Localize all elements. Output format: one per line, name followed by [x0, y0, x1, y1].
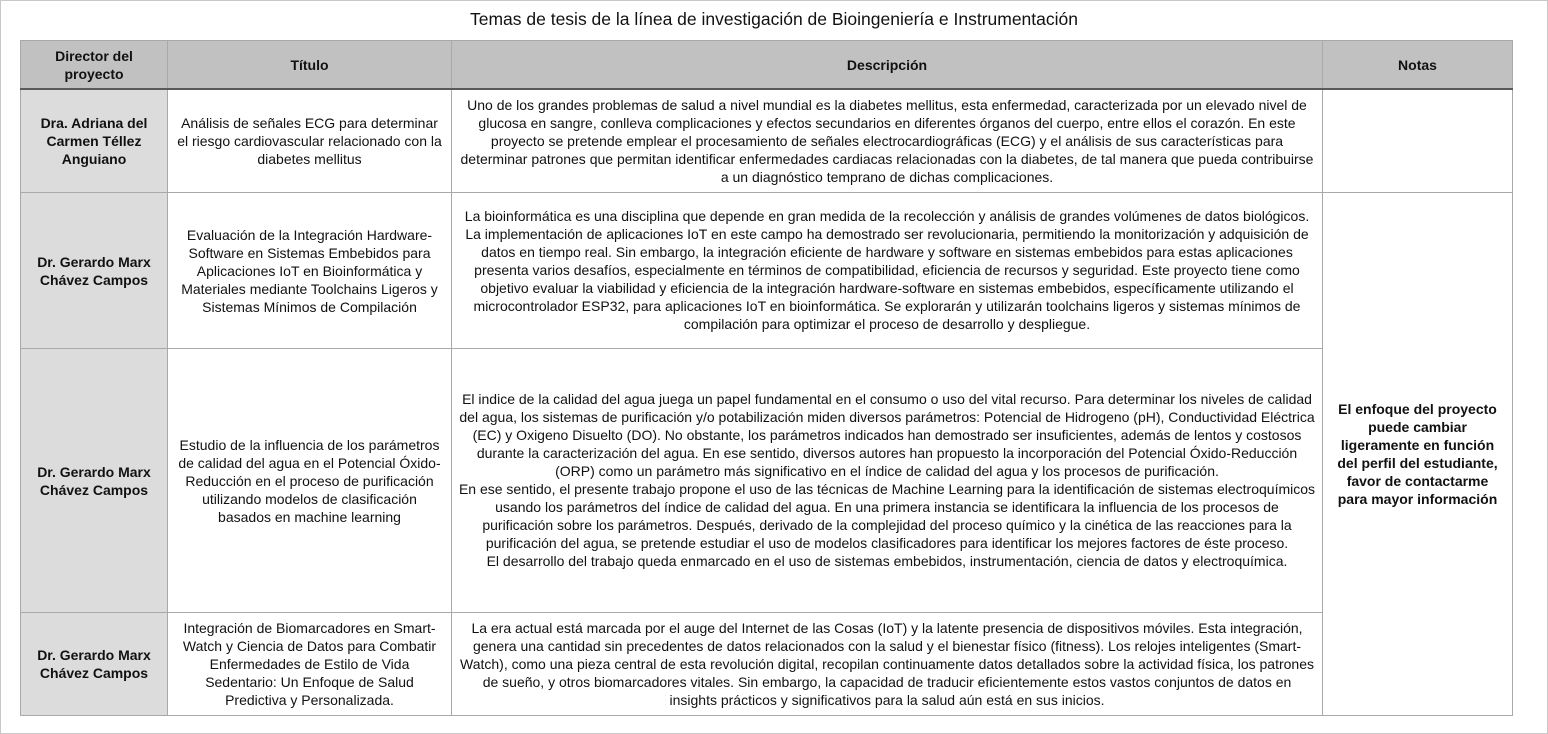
- header-director: Director del proyecto: [21, 41, 168, 90]
- header-notas: Notas: [1323, 41, 1513, 90]
- director-cell: Dr. Gerardo Marx Chávez Campos: [21, 193, 168, 349]
- notes-cell-merged: El enfoque del proyecto puede cambiar ligeramente en función del perfil del estudiante, favor de contactarme para mayor información: [1323, 193, 1513, 716]
- title-cell: Evaluación de la Integración Hardware-Software en Sistemas Embebidos para Aplicaciones IoT en Bioinformática y Materiales mediante Toolchains Ligeros y Sistemas Mínimos de Compilación: [168, 193, 452, 349]
- description-paragraph: La era actual está marcada por el auge del Internet de las Cosas (IoT) y la latente presencia de dispositivos móviles. Esta integración, genera una cantidad sin precedentes de datos relacionados con la salud y el bienestar físico (fitness). Los relojes inteligentes (Smart-Watch), como una pieza central de esta revolución digital, recopilan continuamente datos detallados sobre la actividad física, los patrones de sueño, y otros biomarcadores vitales. Sin embargo, la capacidad de traducir eficientemente estos vastos conjuntos de datos en insights prácticos y significativos para la salud aún está en sus inicios.: [460, 619, 1314, 708]
- header-descripcion: Descripción: [452, 41, 1323, 90]
- description-cell: [452, 349, 1323, 613]
- description-paragraph: La bioinformática es una disciplina que depende en gran medida de la recolección y análisis de grandes volúmenes de datos biológicos. La implementación de aplicaciones IoT en este campo ha demostrado ser revolucionaria, permitiendo la monitorización y adquisición de datos en tiempo real. Sin embargo, la integración eficiente de hardware y software en sistemas embebidos para estas aplicaciones presenta varios desafíos, especialmente en términos de compatibilidad, eficiencia de recursos y seguridad. Este proyecto tiene como objetivo evaluar la viabilidad y eficiencia de la integración hardware-software en sistemas embebidos, específicamente utilizando el microcontrolador ESP32, para aplicaciones IoT en bioinformática. Se explorarán y utilizarán toolchains ligeros y sistemas mínimos de compilación para optimizar el proceso de desarrollo y despliegue.: [464, 208, 1310, 332]
- director-cell: Dr. Gerardo Marx Chávez Campos: [21, 613, 168, 716]
- description-paragraph: En ese sentido, el presente trabajo propone el uso de las técnicas de Machine Learning para la identificación de sistemas electroquímicos usando los parámetros del índice de calidad del agua. En una primera instancia se identificara la influencia de los procesos de purificación sobre los parámetros. Después, derivado de la complejidad del proceso químico y la cinética de las reacciones para la purificación del agua, se pretende estudiar el uso de modelos clasificadores para identificar los mejores factores de éste proceso.: [458, 481, 1316, 551]
- description-cell: [452, 613, 1323, 716]
- description-cell: [452, 89, 1323, 193]
- header-titulo: Título: [168, 41, 452, 90]
- table-header-row: [21, 41, 1513, 90]
- document-title: Temas de tesis de la línea de investigación de Bioingeniería e Instrumentación: [469, 9, 1078, 29]
- title-cell: Estudio de la influencia de los parámetros de calidad del agua en el Potencial Óxido-Reducción en el proceso de purificación utilizando modelos de clasificación basados en machine learning: [168, 349, 452, 613]
- director-cell: Dra. Adriana del Carmen Téllez Anguiano: [21, 89, 168, 193]
- description-paragraph: El desarrollo del trabajo queda enmarcado en el uso de sistemas embebidos, instrumentación, ciencia de datos y electroquímica.: [486, 553, 1288, 569]
- description-paragraph: Uno de los grandes problemas de salud a nivel mundial es la diabetes mellitus, esta enfermedad, caracterizada por un elevado nivel de glucosa en sangre, conlleva complicaciones y efectos secundarios en diferentes órganos del cuerpo, entre ellos el corazón. En este proyecto se pretende emplear el procesamiento de señales electrocardiográficas (ECG) y el análisis de sus características para determinar patrones que permitan identificar enfermedades cardiacas relacionadas con la diabetes, de tal manera que pueda contribuirse a un diagnóstico temprano de dichas complicaciones.: [460, 96, 1314, 185]
- title-cell: Análisis de señales ECG para determinar el riesgo cardiovascular relacionado con la diabetes mellitus: [168, 89, 452, 193]
- description-paragraph: El indice de la calidad del agua juega un papel fundamental en el consumo o uso del vital recurso. Para determinar los niveles de calidad del agua, los sistemas de purificación y/o potabilización miden diversos parámetros: Potencial de Hidrogeno (pH), Conductividad Eléctrica (EC) y Oxigeno Disuelto (DO). No obstante, los parámetros indicados han demostrado ser insuficientes, además de lentos y costosos durante la caracterización del agua. En ese sentido, diversos autores han propuesto la incorporación del Potencial Óxido-Reducción (ORP) como un parámetro más significativo en el índice de calidad del agua y los procesos de purificación.: [459, 391, 1315, 479]
- table-row: [21, 89, 1513, 193]
- title-cell: Integración de Biomarcadores en Smart-Watch y Ciencia de Datos para Combatir Enfermedades de Estilo de Vida Sedentario: Un Enfoque de Salud Predictiva y Personalizada.: [168, 613, 452, 716]
- table-row: [21, 193, 1513, 349]
- notes-cell: [1323, 89, 1513, 193]
- table-row: [21, 613, 1513, 716]
- table-row: [21, 349, 1513, 613]
- thesis-topics-table: [20, 40, 1513, 716]
- director-cell: Dr. Gerardo Marx Chávez Campos: [21, 349, 168, 613]
- description-cell: [452, 193, 1323, 349]
